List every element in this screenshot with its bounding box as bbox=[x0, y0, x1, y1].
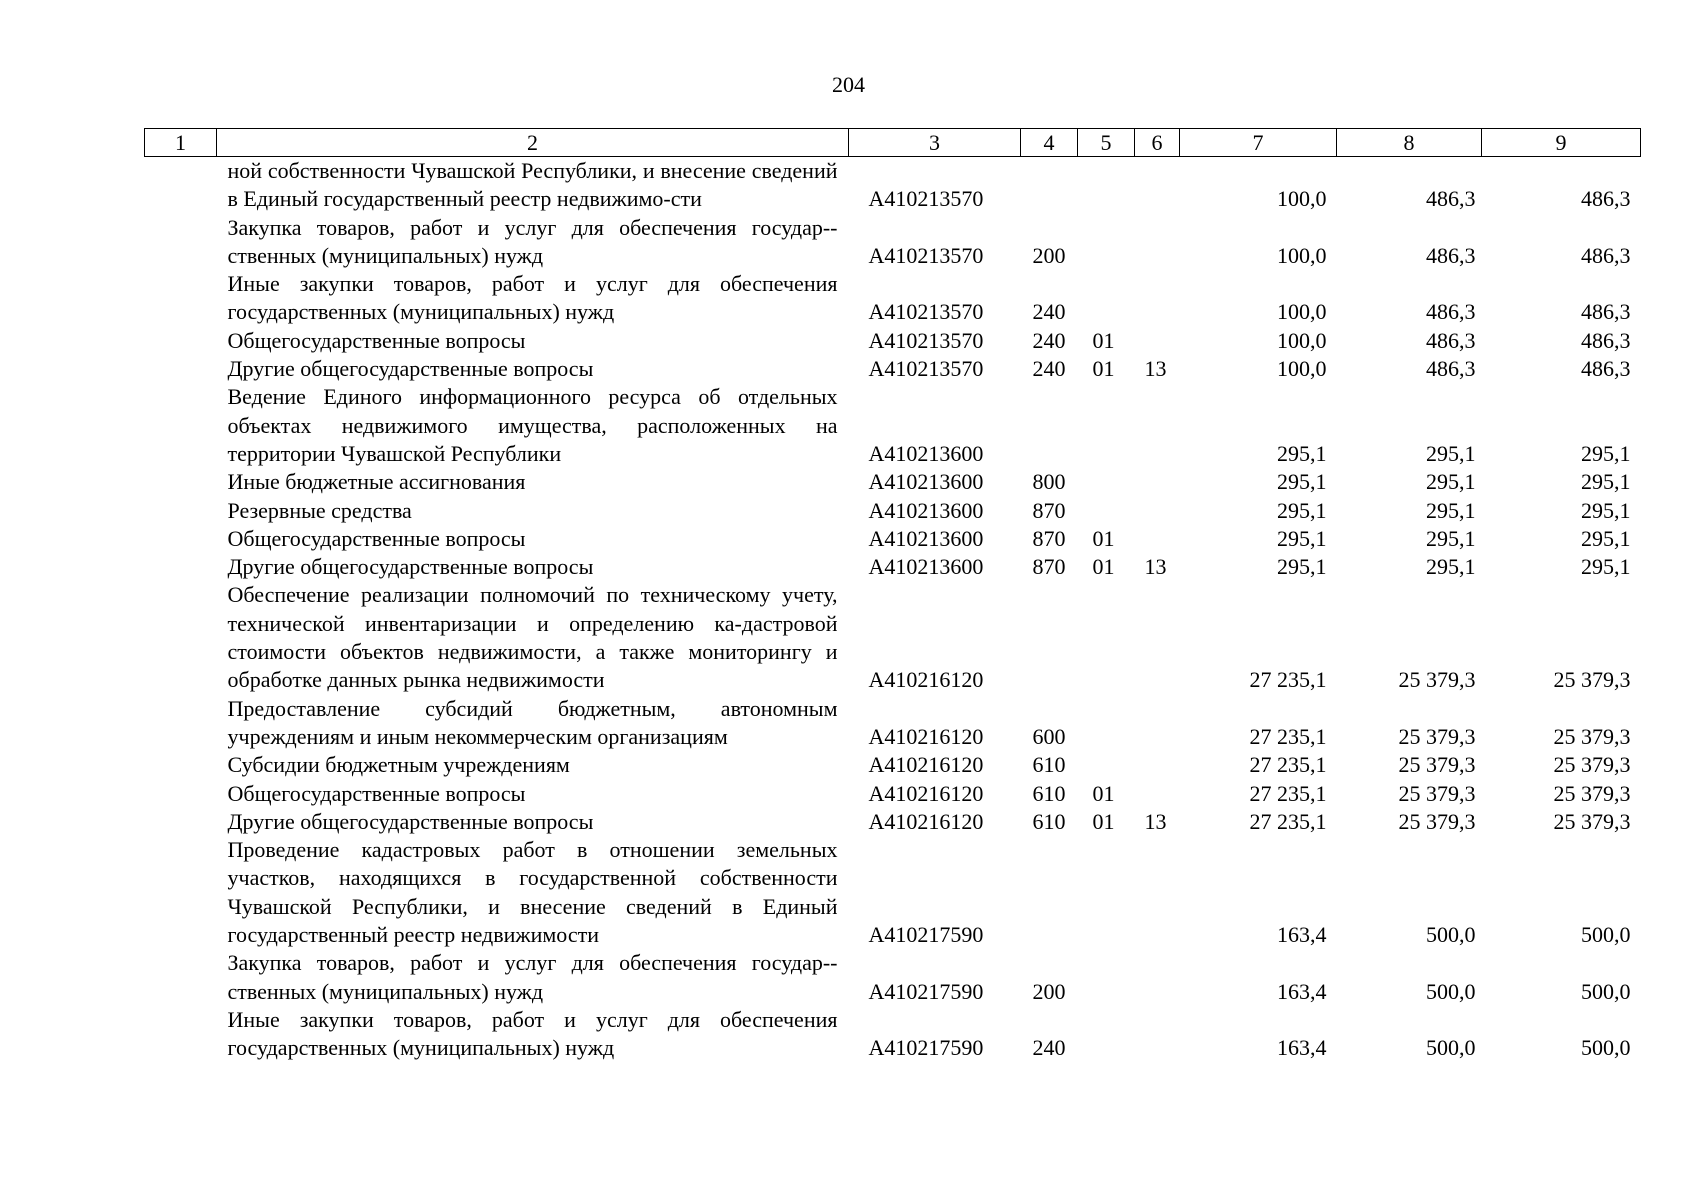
row-col-1 bbox=[145, 355, 217, 383]
table-row bbox=[145, 270, 1641, 327]
row-amount-col8: 25 379,3 bbox=[1398, 752, 1476, 778]
table-row bbox=[145, 497, 1641, 525]
row-col-1 bbox=[145, 808, 217, 836]
row-target-code: А410217590 bbox=[868, 922, 984, 948]
table-row bbox=[145, 383, 1641, 468]
row-name: ной собственности Чувашской Республики, и внесение сведений в Единый государственный реестр недвижимо-сти bbox=[227, 158, 838, 212]
row-amount-col8: 486,3 bbox=[1426, 186, 1476, 212]
row-amount-col7: 27 235,1 bbox=[1249, 780, 1327, 806]
row-expense-group: 610 bbox=[1032, 752, 1066, 778]
row-expense-group: 610 bbox=[1032, 780, 1066, 806]
row-target-code: А410216120 bbox=[868, 780, 984, 806]
row-amount-col7: 100,0 bbox=[1277, 299, 1327, 325]
row-col-1 bbox=[145, 270, 217, 327]
row-subsection bbox=[1135, 949, 1180, 1006]
row-name: Общегосударственные вопросы bbox=[227, 327, 526, 353]
table-row bbox=[145, 836, 1641, 949]
row-name: Иные закупки товаров, работ и услуг для обеспечения государственных (муниципальных) нужд bbox=[227, 271, 838, 325]
page-number: 204 bbox=[832, 72, 865, 97]
row-amount-col9: 500,0 bbox=[1581, 1035, 1631, 1061]
row-subsection bbox=[1135, 581, 1180, 694]
row-subsection bbox=[1135, 525, 1180, 553]
row-expense-group bbox=[1021, 581, 1078, 694]
table-row bbox=[145, 808, 1641, 836]
header-col-4: 4 bbox=[1021, 129, 1078, 157]
row-amount-col8: 25 379,3 bbox=[1398, 808, 1476, 834]
row-section: 01 bbox=[1092, 356, 1115, 382]
row-amount-col8: 295,1 bbox=[1426, 554, 1476, 580]
row-amount-col8: 295,1 bbox=[1426, 497, 1476, 523]
row-amount-col7: 100,0 bbox=[1277, 242, 1327, 268]
row-subsection: 13 bbox=[1144, 356, 1167, 382]
row-amount-col8: 25 379,3 bbox=[1398, 723, 1476, 749]
row-target-code: А410216120 bbox=[868, 808, 984, 834]
row-subsection bbox=[1135, 780, 1180, 808]
row-target-code: А410213570 bbox=[868, 299, 984, 325]
row-subsection bbox=[1135, 214, 1180, 271]
row-amount-col8: 295,1 bbox=[1426, 440, 1476, 466]
row-amount-col9: 25 379,3 bbox=[1553, 780, 1631, 806]
row-expense-group bbox=[1021, 836, 1078, 949]
row-expense-group: 240 bbox=[1032, 327, 1066, 353]
row-amount-col9: 295,1 bbox=[1581, 469, 1631, 495]
row-amount-col7: 295,1 bbox=[1277, 469, 1327, 495]
header-row bbox=[145, 129, 1641, 157]
row-col-1 bbox=[145, 695, 217, 752]
row-amount-col9: 486,3 bbox=[1581, 327, 1631, 353]
table-row bbox=[145, 1006, 1641, 1063]
row-col-1 bbox=[145, 581, 217, 694]
row-amount-col9: 486,3 bbox=[1581, 186, 1631, 212]
row-section bbox=[1078, 836, 1135, 949]
row-target-code: А410213570 bbox=[868, 356, 984, 382]
table-row bbox=[145, 157, 1641, 214]
row-amount-col7: 295,1 bbox=[1277, 440, 1327, 466]
table-row bbox=[145, 581, 1641, 694]
row-amount-col8: 500,0 bbox=[1426, 1035, 1476, 1061]
row-amount-col8: 486,3 bbox=[1426, 242, 1476, 268]
row-section bbox=[1078, 497, 1135, 525]
row-name: Иные закупки товаров, работ и услуг для обеспечения государственных (муниципальных) нужд bbox=[227, 1006, 838, 1061]
row-target-code: А410213600 bbox=[868, 469, 984, 495]
row-amount-col7: 163,4 bbox=[1277, 922, 1327, 948]
row-name: Предоставление субсидий бюджетным, автономным учреждениям и иным некоммерческим организациям bbox=[227, 695, 838, 749]
row-section bbox=[1078, 581, 1135, 694]
row-section: 01 bbox=[1092, 780, 1115, 806]
table-row bbox=[145, 751, 1641, 779]
table-row bbox=[145, 553, 1641, 581]
row-amount-col9: 500,0 bbox=[1581, 978, 1631, 1004]
row-amount-col8: 25 379,3 bbox=[1398, 780, 1476, 806]
table-body bbox=[145, 157, 1641, 1063]
row-amount-col9: 500,0 bbox=[1581, 922, 1631, 948]
row-section bbox=[1078, 949, 1135, 1006]
row-amount-col8: 295,1 bbox=[1426, 525, 1476, 551]
row-amount-col8: 500,0 bbox=[1426, 922, 1476, 948]
row-expense-group: 240 bbox=[1032, 299, 1066, 325]
row-col-1 bbox=[145, 157, 217, 214]
row-name: Закупка товаров, работ и услуг для обеспечения государ-ственных (муниципальных) нужд bbox=[227, 214, 838, 268]
table-row bbox=[145, 949, 1641, 1006]
row-section bbox=[1078, 157, 1135, 214]
row-section bbox=[1078, 383, 1135, 468]
row-amount-col8: 25 379,3 bbox=[1398, 667, 1476, 693]
row-name: Другие общегосударственные вопросы bbox=[227, 808, 594, 834]
row-amount-col7: 163,4 bbox=[1277, 978, 1327, 1004]
row-amount-col8: 500,0 bbox=[1426, 978, 1476, 1004]
row-amount-col7: 295,1 bbox=[1277, 525, 1327, 551]
row-target-code: А410213570 bbox=[868, 327, 984, 353]
row-target-code: А410216120 bbox=[868, 723, 984, 749]
row-col-1 bbox=[145, 468, 217, 496]
row-subsection: 13 bbox=[1144, 554, 1167, 580]
row-name: Субсидии бюджетным учреждениям bbox=[227, 752, 570, 778]
row-amount-col8: 486,3 bbox=[1426, 356, 1476, 382]
row-amount-col7: 163,4 bbox=[1277, 1035, 1327, 1061]
row-target-code: А410213600 bbox=[868, 497, 984, 523]
row-subsection bbox=[1135, 695, 1180, 752]
row-target-code: А410213600 bbox=[868, 554, 984, 580]
row-col-1 bbox=[145, 780, 217, 808]
row-expense-group: 200 bbox=[1032, 242, 1066, 268]
table-row bbox=[145, 327, 1641, 355]
row-amount-col9: 25 379,3 bbox=[1553, 808, 1631, 834]
row-amount-col7: 27 235,1 bbox=[1249, 808, 1327, 834]
row-amount-col9: 295,1 bbox=[1581, 497, 1631, 523]
row-section: 01 bbox=[1092, 808, 1115, 834]
row-subsection: 13 bbox=[1144, 808, 1167, 834]
row-section bbox=[1078, 468, 1135, 496]
row-amount-col8: 486,3 bbox=[1426, 299, 1476, 325]
row-target-code: А410213570 bbox=[868, 242, 984, 268]
budget-table bbox=[144, 128, 1641, 1063]
row-amount-col9: 295,1 bbox=[1581, 525, 1631, 551]
row-amount-col9: 486,3 bbox=[1581, 356, 1631, 382]
row-amount-col9: 25 379,3 bbox=[1553, 752, 1631, 778]
table-row bbox=[145, 468, 1641, 496]
row-expense-group: 240 bbox=[1032, 1035, 1066, 1061]
table-row bbox=[145, 525, 1641, 553]
row-name: Другие общегосударственные вопросы bbox=[227, 356, 594, 382]
row-amount-col8: 295,1 bbox=[1426, 469, 1476, 495]
row-amount-col9: 25 379,3 bbox=[1553, 667, 1631, 693]
row-col-1 bbox=[145, 214, 217, 271]
table-row bbox=[145, 214, 1641, 271]
header-col-6: 6 bbox=[1135, 129, 1180, 157]
row-col-1 bbox=[145, 553, 217, 581]
row-col-1 bbox=[145, 383, 217, 468]
header-col-2: 2 bbox=[217, 129, 849, 157]
header-col-9: 9 bbox=[1482, 129, 1641, 157]
row-amount-col9: 295,1 bbox=[1581, 554, 1631, 580]
row-target-code: А410213600 bbox=[868, 525, 984, 551]
row-subsection bbox=[1135, 468, 1180, 496]
row-col-1 bbox=[145, 751, 217, 779]
row-subsection bbox=[1135, 497, 1180, 525]
row-name: Резервные средства bbox=[227, 497, 412, 523]
header-col-8: 8 bbox=[1337, 129, 1482, 157]
row-expense-group: 800 bbox=[1032, 469, 1066, 495]
row-subsection bbox=[1135, 383, 1180, 468]
row-section: 01 bbox=[1092, 327, 1115, 353]
row-target-code: А410213600 bbox=[868, 440, 984, 466]
row-amount-col9: 295,1 bbox=[1581, 440, 1631, 466]
row-col-1 bbox=[145, 327, 217, 355]
row-name: Общегосударственные вопросы bbox=[227, 525, 526, 551]
row-subsection bbox=[1135, 270, 1180, 327]
row-amount-col7: 27 235,1 bbox=[1249, 667, 1327, 693]
row-expense-group: 870 bbox=[1032, 525, 1066, 551]
table-row bbox=[145, 780, 1641, 808]
row-amount-col9: 25 379,3 bbox=[1553, 723, 1631, 749]
row-target-code: А410217590 bbox=[868, 1035, 984, 1061]
row-name: Иные бюджетные ассигнования bbox=[227, 469, 526, 495]
row-section: 01 bbox=[1092, 525, 1115, 551]
row-expense-group: 600 bbox=[1032, 723, 1066, 749]
row-expense-group: 610 bbox=[1032, 808, 1066, 834]
row-section bbox=[1078, 270, 1135, 327]
header-col-1: 1 bbox=[145, 129, 217, 157]
row-col-1 bbox=[145, 836, 217, 949]
row-target-code: А410216120 bbox=[868, 667, 984, 693]
row-subsection bbox=[1135, 1006, 1180, 1063]
row-name: Обеспечение реализации полномочий по техническому учету, технической инвентаризации и определению ка-дастровой стоимости объектов недвижимости, а также мониторингу и обработке данных рынка недвижимости bbox=[227, 582, 838, 693]
table-row bbox=[145, 355, 1641, 383]
row-col-1 bbox=[145, 949, 217, 1006]
row-amount-col7: 27 235,1 bbox=[1249, 752, 1327, 778]
row-amount-col7: 295,1 bbox=[1277, 497, 1327, 523]
row-expense-group: 200 bbox=[1032, 978, 1066, 1004]
row-col-1 bbox=[145, 1006, 217, 1063]
row-amount-col9: 486,3 bbox=[1581, 299, 1631, 325]
row-amount-col7: 100,0 bbox=[1277, 327, 1327, 353]
row-section bbox=[1078, 751, 1135, 779]
row-target-code: А410217590 bbox=[868, 978, 984, 1004]
header-col-7: 7 bbox=[1180, 129, 1337, 157]
row-target-code: А410216120 bbox=[868, 752, 984, 778]
table-row bbox=[145, 695, 1641, 752]
row-name: Ведение Единого информационного ресурса об отдельных объектах недвижимого имущества, расположенных на территории Чувашской Республики bbox=[227, 384, 838, 466]
row-amount-col7: 295,1 bbox=[1277, 554, 1327, 580]
row-section bbox=[1078, 214, 1135, 271]
row-section: 01 bbox=[1092, 554, 1115, 580]
header-col-5: 5 bbox=[1078, 129, 1135, 157]
row-amount-col7: 100,0 bbox=[1277, 186, 1327, 212]
row-name: Другие общегосударственные вопросы bbox=[227, 554, 594, 580]
row-expense-group bbox=[1021, 157, 1078, 214]
row-name: Закупка товаров, работ и услуг для обеспечения государ-ственных (муниципальных) нужд bbox=[227, 950, 838, 1004]
row-amount-col7: 100,0 bbox=[1277, 356, 1327, 382]
row-expense-group: 240 bbox=[1032, 356, 1066, 382]
row-expense-group: 870 bbox=[1032, 497, 1066, 523]
row-col-1 bbox=[145, 525, 217, 553]
row-subsection bbox=[1135, 751, 1180, 779]
row-target-code: А410213570 bbox=[868, 186, 984, 212]
row-col-1 bbox=[145, 497, 217, 525]
row-amount-col8: 486,3 bbox=[1426, 327, 1476, 353]
row-section bbox=[1078, 1006, 1135, 1063]
row-section bbox=[1078, 695, 1135, 752]
row-subsection bbox=[1135, 836, 1180, 949]
row-subsection bbox=[1135, 327, 1180, 355]
table-header bbox=[145, 129, 1641, 157]
row-name: Общегосударственные вопросы bbox=[227, 780, 526, 806]
header-col-3: 3 bbox=[849, 129, 1021, 157]
row-expense-group: 870 bbox=[1032, 554, 1066, 580]
row-subsection bbox=[1135, 157, 1180, 214]
row-amount-col9: 486,3 bbox=[1581, 242, 1631, 268]
row-expense-group bbox=[1021, 383, 1078, 468]
row-amount-col7: 27 235,1 bbox=[1249, 723, 1327, 749]
row-name: Проведение кадастровых работ в отношении земельных участков, находящихся в государственной собственности Чувашской Республики, и внесение сведений в Единый государственный реестр недвижимости bbox=[227, 837, 838, 948]
